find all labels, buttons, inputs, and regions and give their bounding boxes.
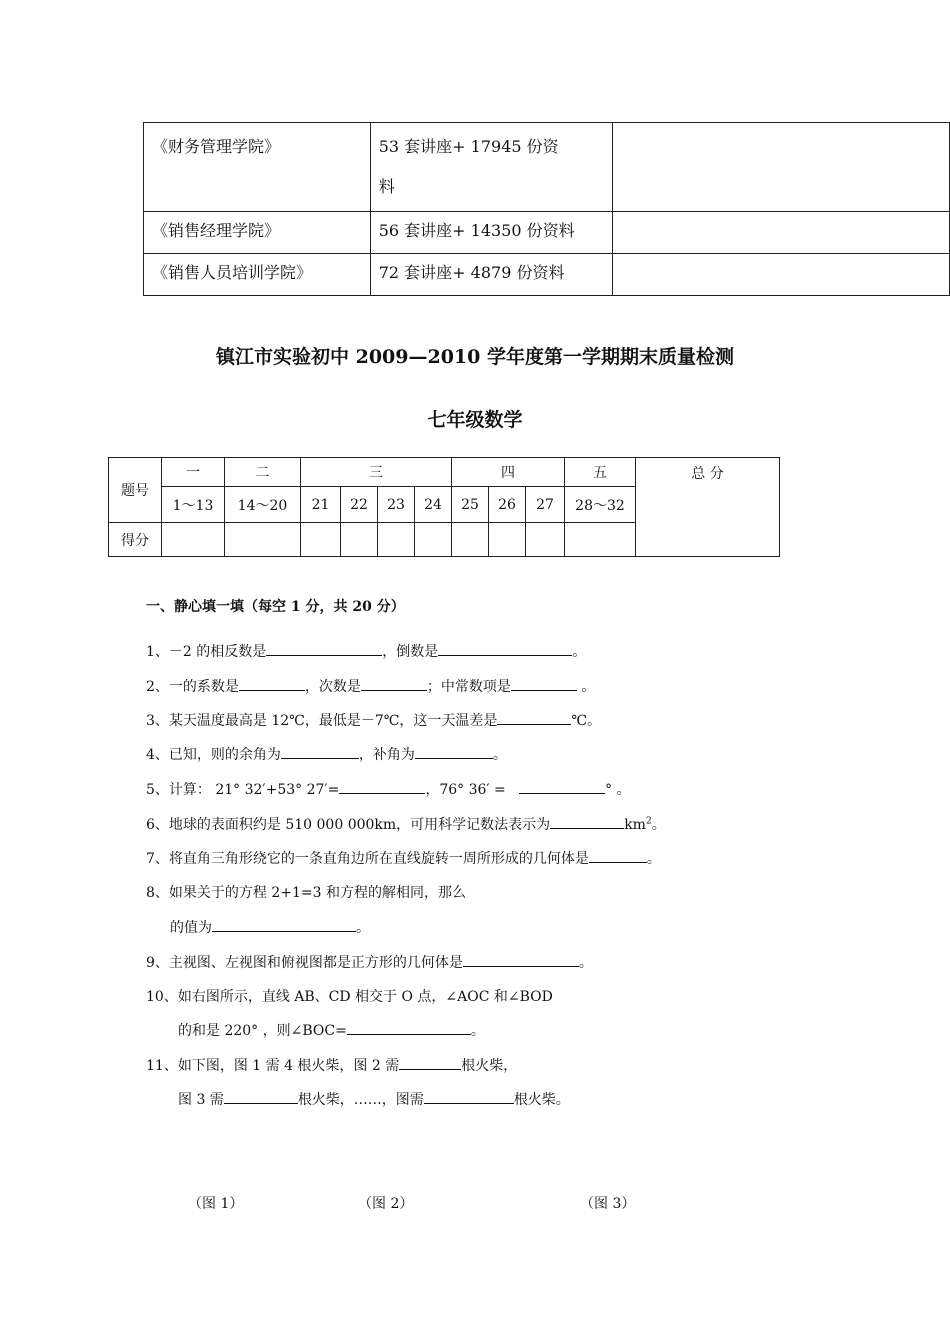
question-10: 10、如右图所示，直线 AB、CD 相交于 O 点，∠AOC 和∠BOD [146, 989, 553, 1005]
row-label-number: 题号 [109, 458, 162, 523]
question-4: 4、已知，则的余角为 ，补角为 。 [146, 744, 507, 764]
answer-blank[interactable] [519, 779, 605, 794]
resource-name: 《财务管理学院》 [144, 123, 371, 212]
score-cell[interactable] [415, 523, 452, 557]
answer-blank[interactable] [281, 744, 359, 759]
subhead: 27 [526, 487, 565, 523]
answer-blank[interactable] [463, 952, 579, 967]
figure-caption-1: （图 1） [188, 1196, 244, 1212]
resource-content: 53 套讲座+ 17945 份资 料 [370, 123, 613, 212]
answer-blank[interactable] [239, 676, 305, 691]
score-cell[interactable] [225, 523, 301, 557]
score-cell[interactable] [565, 523, 636, 557]
answer-blank[interactable] [511, 676, 577, 691]
question-1: 1、－2 的相反数是 ，倒数是 。 [146, 641, 586, 661]
resource-name: 《销售人员培训学院》 [144, 254, 371, 296]
question-2: 2、一的系数是 ，次数是 ；中常数项是 。 [146, 676, 595, 696]
answer-blank[interactable] [438, 641, 572, 656]
group-header: 一 [162, 458, 225, 487]
resource-table [143, 122, 950, 296]
question-11: 11、如下图，图 1 需 4 根火柴，图 2 需 根火柴， [146, 1055, 517, 1075]
subhead: 26 [489, 487, 526, 523]
resource-extra [613, 212, 950, 254]
question-8: 8、如果关于的方程 2+1=3 和方程的解相同，那么 [146, 885, 466, 901]
answer-blank[interactable] [361, 676, 427, 691]
table-row [144, 254, 950, 296]
subhead: 25 [452, 487, 489, 523]
answer-blank[interactable] [497, 710, 571, 725]
score-cell[interactable] [489, 523, 526, 557]
resource-name: 《销售经理学院》 [144, 212, 371, 254]
answer-blank[interactable] [266, 641, 382, 656]
question-11-cont: 图 3 需 根火柴，……，图需 根火柴。 [178, 1089, 570, 1109]
answer-blank[interactable] [224, 1089, 298, 1104]
question-3: 3、某天温度最高是 12℃，最低是－7℃，这一天温差是 ℃。 [146, 710, 601, 730]
table-row [144, 123, 950, 212]
score-cell[interactable] [378, 523, 415, 557]
section-heading: 一、静心填一填（每空 1 分，共 20 分） [146, 599, 405, 615]
group-header: 四 [452, 458, 565, 487]
score-cell[interactable] [301, 523, 341, 557]
answer-blank[interactable] [212, 917, 356, 932]
score-cell[interactable] [526, 523, 565, 557]
question-7: 7、将直角三角形绕它的一条直角边所在直线旋转一周所形成的几何体是 。 [146, 848, 661, 868]
subhead: 24 [415, 487, 452, 523]
score-cell[interactable] [162, 523, 225, 557]
answer-blank[interactable] [347, 1020, 471, 1035]
question-8-cont: 的值为 。 [170, 917, 370, 937]
score-table [108, 457, 780, 557]
exam-title: 镇江市实验初中 2009—2010 学年度第一学期期末质量检测 [216, 346, 734, 368]
group-header: 三 [301, 458, 452, 487]
score-cell[interactable] [341, 523, 378, 557]
group-header: 二 [225, 458, 301, 487]
answer-blank[interactable] [550, 814, 624, 829]
row-label-score: 得分 [109, 523, 162, 557]
figure-caption-2: （图 2） [358, 1196, 414, 1212]
resource-content: 56 套讲座+ 14350 份资料 [370, 212, 613, 254]
score-cell[interactable] [452, 523, 489, 557]
answer-blank[interactable] [339, 779, 425, 794]
answer-blank[interactable] [424, 1089, 514, 1104]
answer-blank[interactable] [399, 1055, 461, 1070]
group-header: 五 [565, 458, 636, 487]
question-9: 9、主视图、左视图和俯视图都是正方形的几何体是 。 [146, 952, 593, 972]
figure-caption-3: （图 3） [580, 1196, 636, 1212]
answer-blank[interactable] [589, 848, 647, 863]
resource-content: 72 套讲座+ 4879 份资料 [370, 254, 613, 296]
answer-blank[interactable] [415, 744, 493, 759]
subhead: 28～32 [565, 487, 636, 523]
exam-subtitle: 七年级数学 [427, 409, 523, 431]
subhead: 22 [341, 487, 378, 523]
table-row [144, 212, 950, 254]
subhead: 1～13 [162, 487, 225, 523]
subhead: 21 [301, 487, 341, 523]
subhead: 23 [378, 487, 415, 523]
question-6: 6、地球的表面积约是 510 000 000km，可用科学记数法表示为 $km^2$。 [146, 814, 666, 834]
resource-extra [613, 254, 950, 296]
group-header-total: 总 分 [636, 458, 780, 557]
table-row [109, 458, 780, 487]
subhead: 14～20 [225, 487, 301, 523]
question-10-cont: 的和是 220° ，则∠BOC= 。 [178, 1020, 485, 1040]
question-5: 5、计算： 21° 32′+53° 27′= ，76° 36′ = ° 。 [146, 779, 631, 799]
resource-extra [613, 123, 950, 212]
